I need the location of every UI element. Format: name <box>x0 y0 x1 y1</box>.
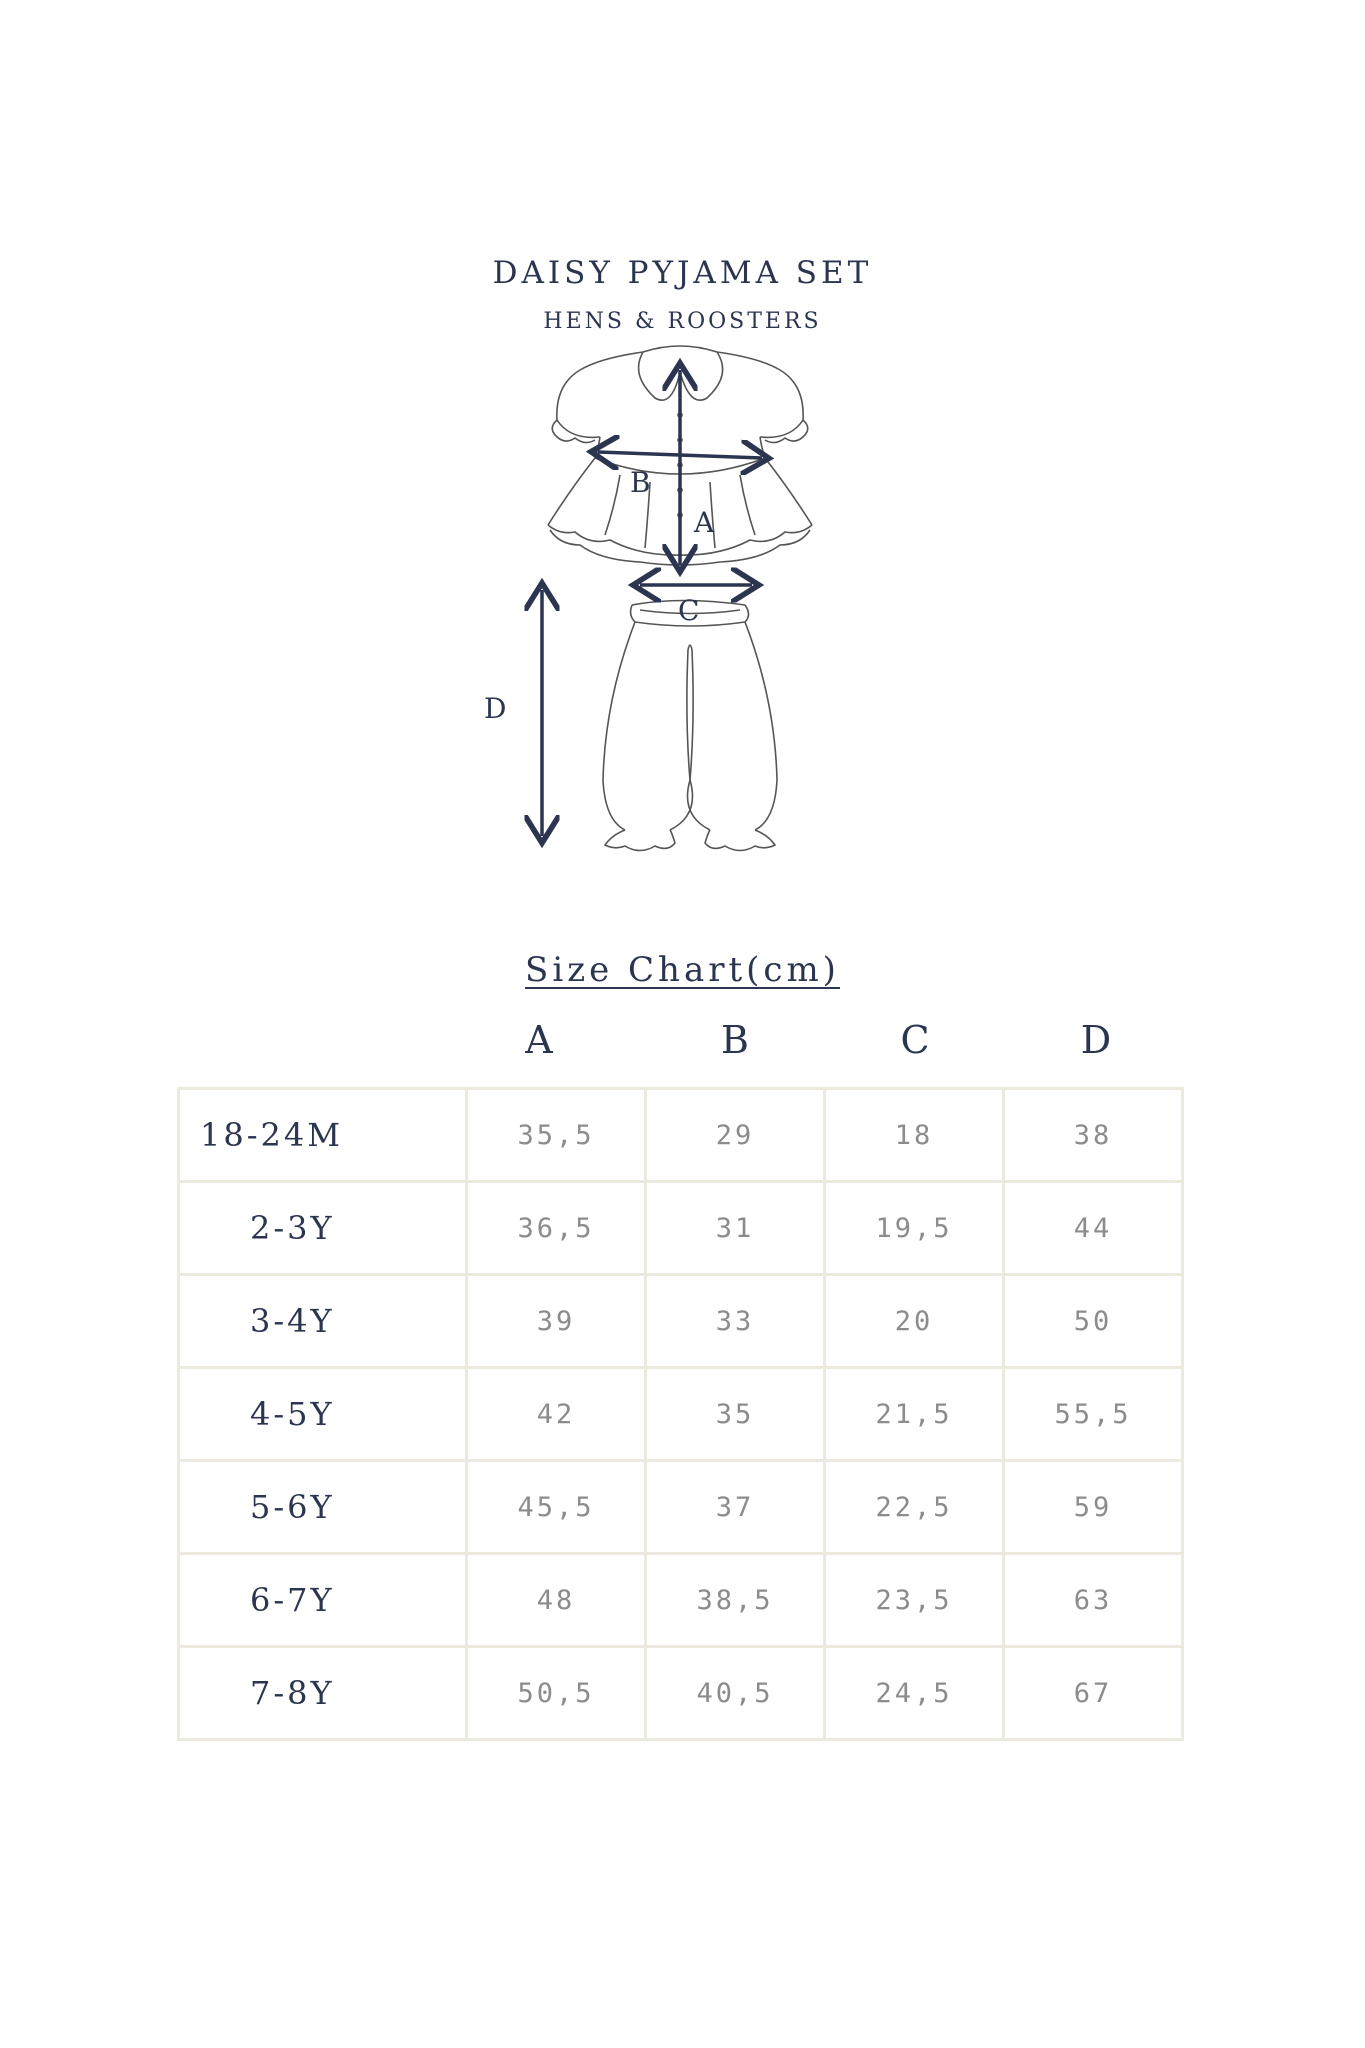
measurement-cell: 23,5 <box>825 1554 1004 1647</box>
size-cell <box>179 1089 467 1182</box>
size-cell <box>179 1554 467 1647</box>
product-title: DAISY PYJAMA SET <box>492 255 873 291</box>
column-headers <box>0 1018 1365 1068</box>
brand-subtitle: HENS & ROOSTERS <box>543 309 822 334</box>
measurement-cell: 45,5 <box>467 1461 646 1554</box>
size-label: 18-24M <box>200 1116 344 1154</box>
size-cell <box>179 1182 467 1275</box>
column-header-a: A <box>525 1018 553 1062</box>
measurement-cell: 21,5 <box>825 1368 1004 1461</box>
label-d: D <box>484 692 507 725</box>
measurement-cell: 40,5 <box>646 1647 825 1740</box>
size-label: 2-3Y <box>250 1209 335 1247</box>
measurement-cell: 24,5 <box>825 1647 1004 1740</box>
size-cell <box>179 1461 467 1554</box>
label-c: C <box>678 594 700 627</box>
measurement-cell: 36,5 <box>467 1182 646 1275</box>
size-chart-heading: Size Chart(cm) <box>525 950 840 990</box>
label-a: A <box>694 506 715 539</box>
table-row <box>179 1275 1183 1368</box>
label-b: B <box>630 466 651 499</box>
pyjama-illustration <box>460 335 880 855</box>
table-row <box>179 1182 1183 1275</box>
measurement-cell: 29 <box>646 1089 825 1182</box>
size-table <box>177 1087 1184 1741</box>
measurement-cell: 55,5 <box>1004 1368 1183 1461</box>
table-row <box>179 1647 1183 1740</box>
measurement-cell: 44 <box>1004 1182 1183 1275</box>
measurement-cell: 19,5 <box>825 1182 1004 1275</box>
size-label: 4-5Y <box>250 1395 335 1433</box>
measurement-cell: 31 <box>646 1182 825 1275</box>
column-header-b: B <box>721 1018 749 1062</box>
measurement-cell: 48 <box>467 1554 646 1647</box>
measurement-cell: 42 <box>467 1368 646 1461</box>
measurement-cell: 20 <box>825 1275 1004 1368</box>
size-label: 6-7Y <box>250 1581 335 1619</box>
column-header-d: D <box>1080 1018 1112 1062</box>
size-cell <box>179 1647 467 1740</box>
column-header-c: C <box>900 1018 930 1062</box>
size-label: 7-8Y <box>250 1674 335 1712</box>
size-label: 3-4Y <box>250 1302 335 1340</box>
trousers-drawing <box>603 601 777 851</box>
measurement-cell: 39 <box>467 1275 646 1368</box>
measurement-cell: 59 <box>1004 1461 1183 1554</box>
table-row <box>179 1089 1183 1182</box>
measurement-cell: 22,5 <box>825 1461 1004 1554</box>
measurement-cell: 38 <box>1004 1089 1183 1182</box>
size-cell <box>179 1368 467 1461</box>
table-row <box>179 1368 1183 1461</box>
measurement-cell: 63 <box>1004 1554 1183 1647</box>
table-row <box>179 1554 1183 1647</box>
table-row <box>179 1461 1183 1554</box>
size-label: 5-6Y <box>250 1488 335 1526</box>
measurement-cell: 37 <box>646 1461 825 1554</box>
measurement-cell: 50 <box>1004 1275 1183 1368</box>
size-cell <box>179 1275 467 1368</box>
measurement-cell: 35,5 <box>467 1089 646 1182</box>
measurement-cell: 18 <box>825 1089 1004 1182</box>
measurement-cell: 67 <box>1004 1647 1183 1740</box>
measurement-cell: 35 <box>646 1368 825 1461</box>
measurement-cell: 38,5 <box>646 1554 825 1647</box>
measurement-cell: 50,5 <box>467 1647 646 1740</box>
measurement-cell: 33 <box>646 1275 825 1368</box>
